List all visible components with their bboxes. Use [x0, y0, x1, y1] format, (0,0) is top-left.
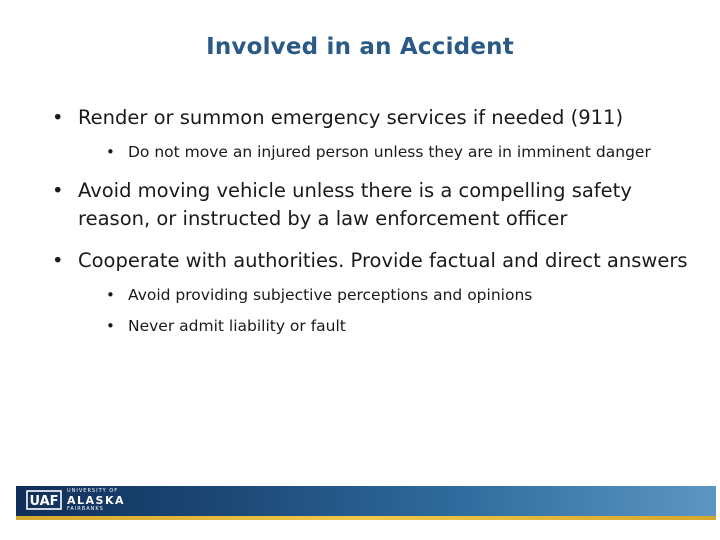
uaf-logo-icon — [26, 489, 62, 511]
slide-title: Involved in an Accident — [206, 34, 514, 60]
sub-bullet-item — [100, 285, 692, 306]
bullet-icon: • — [106, 317, 115, 335]
sub-bullet-item — [100, 316, 692, 337]
bullet-text: Render or summon emergency services if needed (911) — [78, 106, 624, 129]
bullet-icon: • — [52, 106, 64, 129]
university-logo — [26, 489, 125, 511]
bullet-list — [52, 104, 692, 337]
logo-bottom-text: FAIRBANKS — [67, 505, 104, 512]
sub-bullet-text: Avoid providing subjective perceptions and opinions — [128, 286, 533, 304]
sub-bullet-text: Do not move an injured person unless they are in imminent danger — [128, 143, 651, 161]
sub-bullet-list — [52, 285, 692, 337]
bullet-icon: • — [52, 249, 64, 272]
sub-bullet-text: Never admit liability or fault — [128, 317, 346, 335]
footer-gold-stripe — [16, 516, 716, 520]
svg-text:UAF: UAF — [29, 494, 59, 509]
bullet-item — [52, 177, 692, 233]
logo-top-text: UNIVERSITY OF — [67, 487, 119, 494]
bullet-icon: • — [106, 143, 115, 161]
sub-bullet-item — [100, 142, 692, 163]
bullet-item — [52, 104, 692, 132]
bullet-icon: • — [52, 179, 64, 202]
logo-wordmark — [67, 489, 125, 512]
bullet-item — [52, 247, 692, 275]
bullet-text: Cooperate with authorities. Provide factual and direct answers — [78, 249, 688, 272]
bullet-text: Avoid moving vehicle unless there is a compelling safety reason, or instructed by a law enforcement officer — [78, 179, 632, 230]
sub-bullet-list — [52, 142, 692, 163]
bullet-icon: • — [106, 286, 115, 304]
logo-middle-text: ALASKA — [67, 493, 125, 507]
